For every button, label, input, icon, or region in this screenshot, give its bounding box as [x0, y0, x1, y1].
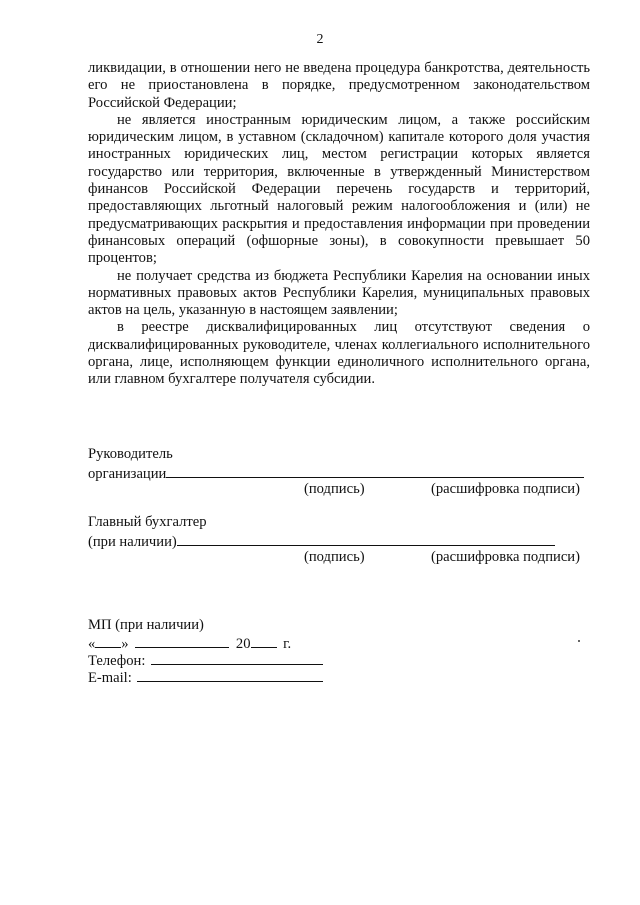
month-field[interactable] [135, 634, 229, 648]
email-field[interactable] [137, 668, 323, 682]
stamp-label: МП (при наличии) [88, 617, 204, 633]
paragraph: в реестре дисквалифицированных лиц отсутствуют сведения о дисквалифицированных руководителе, членах коллегиального исполнительного органа, лице, исполняющем функции единоличного исполнительного органа, или главном бухгалтере получателя субсидии. [88, 319, 590, 388]
decoding-caption: (расшифровка подписи) [431, 481, 580, 497]
scan-speck [578, 640, 580, 642]
head-label: Руководитель [88, 446, 173, 462]
quote-open: « [88, 636, 96, 652]
year-field[interactable] [251, 634, 277, 648]
page-number: 2 [316, 32, 324, 47]
phone-label: Телефон: [88, 653, 146, 669]
quote-close: » [121, 636, 129, 652]
year-suffix: г. [283, 636, 292, 652]
signature-caption: (подпись) [304, 481, 365, 497]
paragraph: не является иностранным юридическим лицом, а также российским юридическим лицом, в уставном (складочном) капитале которого доля участия иностранных юридических лиц, местом регистрации которых является государство или территория, включенные в утвержденный Министерством финансов Российской Федерации перечень государств и территорий, предоставляющих льготный налоговый режим налогообложения и (или) не предусматривающих раскрытия и предоставления информации при проведении финансовых операций (офшорные зоны), в совокупности превышает 50 процентов; [88, 111, 590, 267]
year-prefix: 20 [235, 636, 251, 652]
body-text [88, 60, 590, 389]
day-field[interactable] [95, 634, 121, 648]
head-signature-line[interactable] [166, 464, 584, 478]
email-line [88, 668, 323, 687]
accountant-label: Главный бухгалтер [88, 514, 207, 530]
accountant-label-optional: (при наличии) [88, 534, 177, 550]
email-label: E-mail: [88, 670, 132, 686]
decoding-caption: (расшифровка подписи) [431, 549, 580, 565]
paragraph: не получает средства из бюджета Республики Карелия на основании иных нормативных правовых актов Республики Карелия, муниципальных правовых актов на цель, указанную в настоящем заявлении; [88, 267, 590, 319]
signature-caption: (подпись) [304, 549, 365, 565]
phone-field[interactable] [151, 651, 323, 665]
paragraph: ликвидации, в отношении него не введена процедура банкротства, деятельность его не приостановлена в порядке, предусмотренном законодательством Российской Федерации; [88, 60, 590, 111]
accountant-signature-line[interactable] [177, 532, 555, 546]
head-label-org: организации [88, 466, 167, 482]
